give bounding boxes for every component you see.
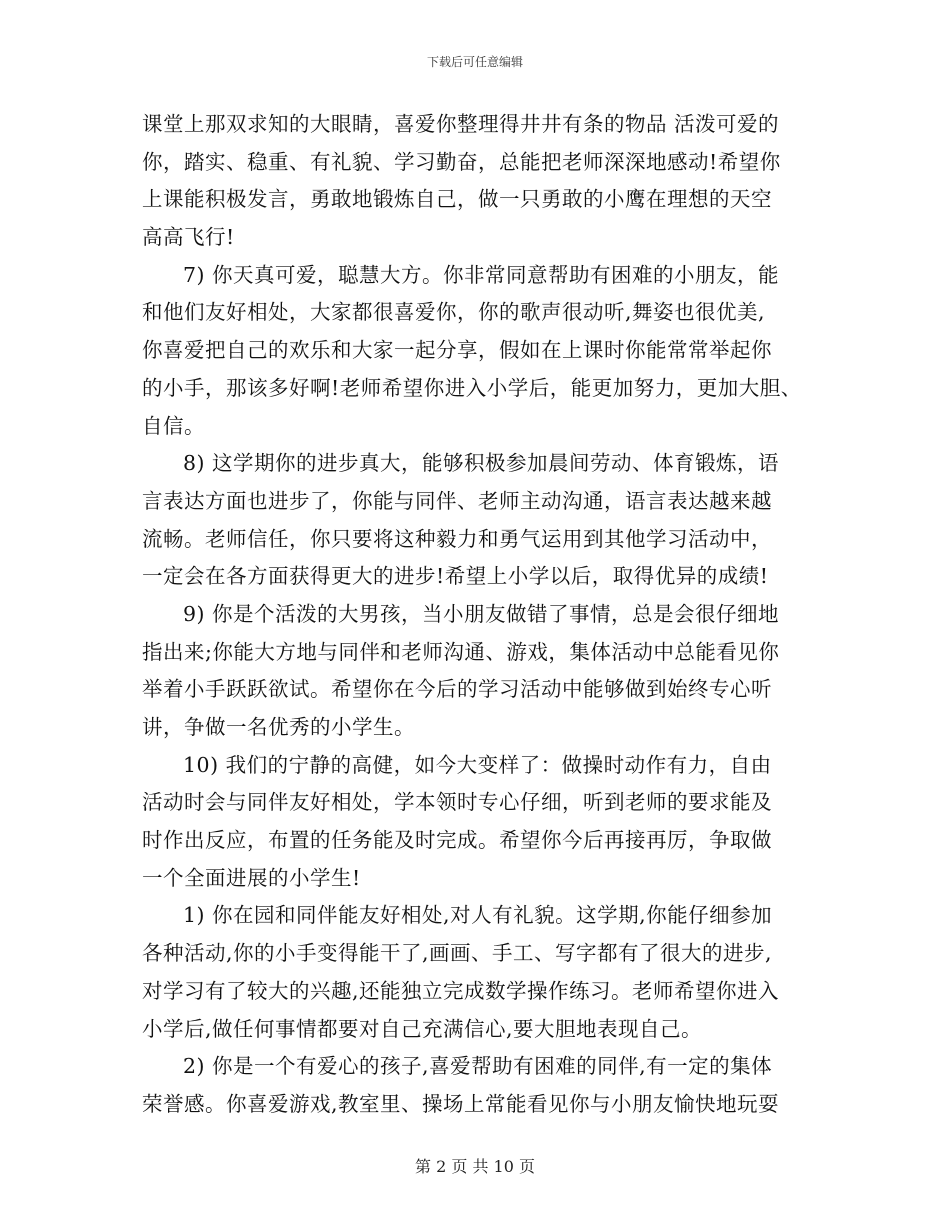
text-line: 荣誉感。你喜爱游戏,教室里、操场上常能看见你与小朋友愉快地玩耍 [142,1091,780,1116]
text-line: 的小手，那该多好啊!老师希望你进入小学后，能更加努力，更加大胆、 [142,375,802,400]
text-line: 自信。 [142,413,205,438]
paragraph-first-line: 9) 你是个活泼的大男孩，当小朋友做错了事情，总是会很仔细地 [183,601,780,626]
page-header: 下载后可任意编辑 [426,55,523,69]
text-line: 和他们友好相处，大家都很喜爱你，你的歌声很动听,舞姿也很优美, [142,300,766,325]
text-line: 一定会在各方面获得更大的进步!希望上小学以后，取得优异的成绩! [142,564,769,589]
paragraph-first-line: 2) 你是一个有爱心的孩子,喜爱帮助有困难的同伴,有一定的集体 [183,1054,773,1079]
text-line: 举着小手跃跃欲试。希望你在今后的学习活动中能够做到始终专心听 [142,677,772,702]
page-footer: 第 2 页 共 10 页 [415,1157,535,1176]
text-line: 你，踏实、稳重、有礼貌、学习勤奋，总能把老师深深地感动!希望你 [142,149,781,174]
text-line: 时作出反应，布置的任务能及时完成。希望你今后再接再厉，争取做 [142,828,772,853]
paragraph-first-line: 1) 你在园和同伴能友好相处,对人有礼貌。这学期,你能仔细参加 [183,903,773,928]
text-line: 小学后,做任何事情都要对自己充满信心,要大胆地表现自己。 [142,1016,703,1041]
text-line: 各种活动,你的小手变得能干了,画画、手工、写字都有了很大的进步, [142,941,773,966]
paragraph-first-line: 8) 这学期你的进步真大，能够积极参加晨间劳动、体育锻炼，语 [183,451,780,476]
paragraph-first-line: 7) 你天真可爱，聪慧大方。你非常同意帮助有困难的小朋友，能 [183,262,780,287]
text-line: 言表达方面也进步了，你能与同伴、老师主动沟通，语言表达越来越 [142,488,772,513]
text-line: 指出来;你能大方地与同伴和老师沟通、游戏，集体活动中总能看见你 [142,639,780,664]
text-line: 课堂上那双求知的大眼睛，喜爱你整理得井井有条的物品 活泼可爱的 [142,112,780,136]
paragraph-first-line: 10) 我们的宁静的高健，如今大变样了：做操时动作有力，自由 [183,752,772,777]
text-line: 上课能积极发言，勇敢地锻炼自己，做一只勇敢的小鹰在理想的天空 [142,187,772,212]
text-line: 流畅。老师信任，你只要将这种毅力和勇气运用到其他学习活动中， [142,526,772,551]
text-line: 活动时会与同伴友好相处，学本领时专心仔细，听到老师的要求能及 [142,790,772,815]
text-line: 一个全面进展的小学生! [142,865,361,890]
text-line: 你喜爱把自己的欢乐和大家一起分享，假如在上课时你能常常举起你 [142,338,772,363]
text-line: 对学习有了较大的兴趣,还能独立完成数学操作练习。老师希望你进入 [142,978,780,1003]
document-body [142,106,822,1124]
text-line: 讲，争做一名优秀的小学生。 [142,715,415,739]
text-line: 高高飞行! [142,225,235,250]
